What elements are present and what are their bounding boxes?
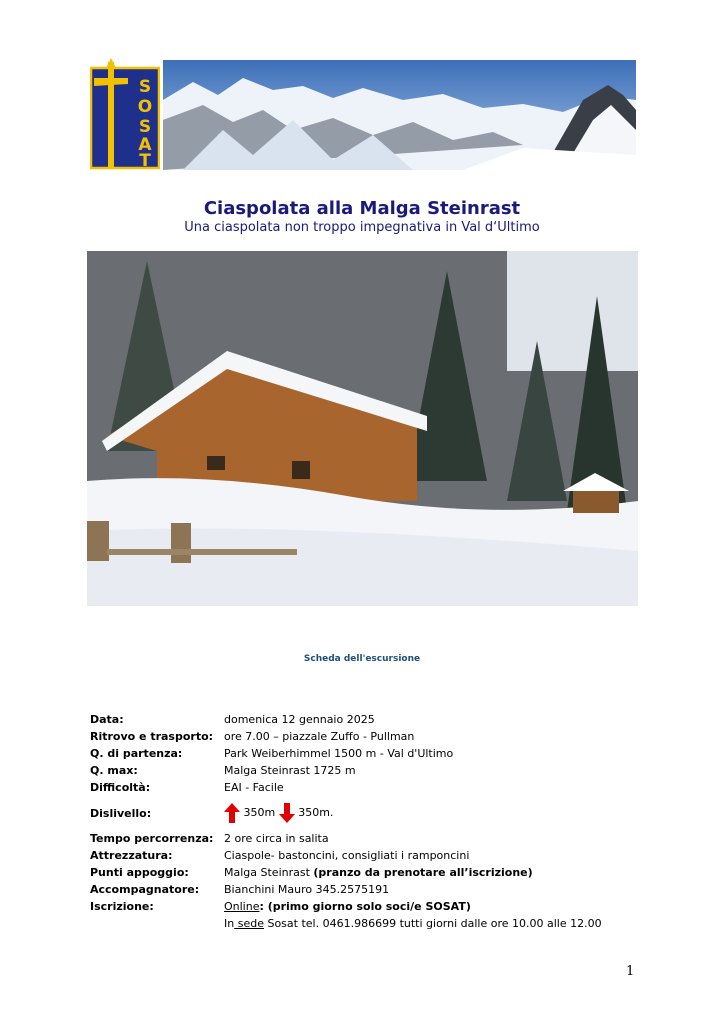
sede-note: Sosat tel. 0461.986699 tutti giorni dalle ore 10.00 alle 12.00 [263, 917, 602, 930]
detail-value [224, 803, 650, 823]
detail-row-attrezzatura [90, 847, 650, 864]
detail-value: EAI - Facile [224, 781, 284, 794]
sede-prefix: In [224, 917, 235, 930]
detail-label: Ritrovo e trasporto: [90, 730, 214, 743]
detail-value [224, 864, 650, 881]
detail-value: Bianchini Mauro 345.2575191 [224, 883, 390, 896]
detail-row-dislivello [90, 796, 650, 830]
sosat-logo [90, 58, 160, 170]
header-banner [90, 46, 636, 170]
detail-label: Punti appoggio: [90, 866, 189, 879]
appoggio-place: Malga Steinrast [224, 866, 314, 879]
mountain-hut-photo [87, 251, 638, 606]
detail-row-accompagnatore [90, 881, 650, 898]
detail-value [224, 915, 650, 932]
detail-row-data [90, 711, 650, 728]
ascent-value: 350m [243, 806, 276, 819]
detail-row-max [90, 762, 650, 779]
detail-value: ore 7.00 – piazzale Zuffo - Pullman [224, 730, 415, 743]
detail-value: Ciaspole- bastoncini, consigliati i ramponcini [224, 849, 470, 862]
detail-value: 2 ore circa in salita [224, 832, 329, 845]
arrow-down-icon [279, 803, 295, 823]
svg-text:T: T [139, 151, 151, 170]
detail-value: domenica 12 gennaio 2025 [224, 713, 375, 726]
detail-row-iscrizione-sede [90, 915, 650, 932]
detail-row-appoggio [90, 864, 650, 881]
detail-label: Tempo percorrenza: [90, 832, 214, 845]
detail-value: Park Weiberhimmel 1500 m - Val d'Ultimo [224, 747, 454, 760]
detail-label: Difficoltà: [90, 781, 151, 794]
detail-label: Q. di partenza: [90, 747, 183, 760]
online-link[interactable]: Online [224, 900, 260, 913]
detail-label: Iscrizione: [90, 900, 154, 913]
detail-row-tempo [90, 830, 650, 847]
detail-row-difficolta [90, 779, 650, 796]
svg-text:O: O [137, 97, 153, 117]
detail-row-partenza [90, 745, 650, 762]
arrow-up-icon [224, 803, 240, 823]
detail-label: Data: [90, 713, 124, 726]
detail-row-iscrizione [90, 898, 650, 915]
sede-link[interactable]: sede [234, 917, 264, 930]
page-number: 1 [626, 964, 635, 979]
detail-value: Malga Steinrast 1725 m [224, 764, 356, 777]
detail-label: Attrezzatura: [90, 849, 173, 862]
detail-label: Dislivello: [90, 806, 152, 820]
svg-text:S: S [138, 117, 152, 137]
descent-value: 350m. [298, 806, 334, 819]
page-subtitle: Una ciaspolata non troppo impegnativa in Val d‘Ultimo [184, 220, 540, 235]
excursion-details [90, 711, 650, 932]
detail-label: Q. max: [90, 764, 138, 777]
appoggio-note: (pranzo da prenotare all’iscrizione) [313, 866, 533, 879]
page-title: Ciaspolata alla Malga Steinrast [203, 198, 521, 219]
detail-label: Accompagnatore: [90, 883, 200, 896]
svg-text:A: A [138, 135, 152, 155]
detail-value [224, 898, 650, 915]
detail-row-ritrovo [90, 728, 650, 745]
section-title: Scheda dell'escursione [303, 654, 421, 664]
mountain-panorama-image [163, 60, 636, 170]
svg-text:S: S [138, 77, 152, 97]
online-note: : (primo giorno solo soci/e SOSAT) [259, 900, 471, 913]
